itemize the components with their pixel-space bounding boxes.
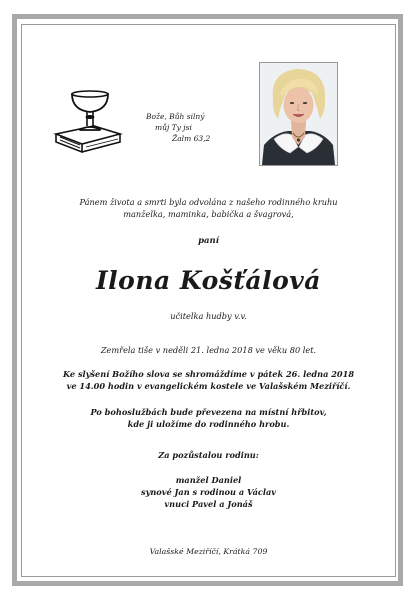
quote-reference: Žalm 63,2 <box>172 134 211 143</box>
mourner-item: vnuci Pavel a Jonáš <box>164 499 253 509</box>
psalm-quote <box>140 111 250 144</box>
funeral-details <box>40 368 377 392</box>
burial-line: kde ji uložíme do rodinného hrobu. <box>127 419 290 429</box>
burial-details <box>40 406 377 430</box>
mourner-item: manžel Daniel <box>175 475 242 485</box>
mourners-heading: Za pozůstalou rodinu: <box>158 450 259 460</box>
honorific: paní <box>198 236 219 246</box>
funeral-line: Ke slyšení Božího slova se shromáždíme v pátek 26. ledna 2018 <box>62 369 355 379</box>
intro-text <box>40 196 377 220</box>
quote-line: můj Ty jsi <box>155 123 192 132</box>
intro-line: Pánem života a smrti byla odvolána z našeho rodinného kruhu <box>79 197 338 207</box>
chalice-on-bible-icon <box>50 82 130 162</box>
family-address: Valašské Meziříčí, Krátká 709 <box>149 547 268 556</box>
occupation: učitelka hudby v.v. <box>170 311 247 321</box>
quote-line: Bože, Bůh silný <box>146 112 205 121</box>
mourner-item: synové Jan s rodinou a Václav <box>140 487 277 497</box>
funeral-line: ve 14.00 hodin v evangelickém kostele ve Valašském Meziříčí. <box>66 381 351 391</box>
portrait-photo <box>259 62 338 166</box>
burial-line: Po bohoslužbách bude převezena na místní hřbitov, <box>90 407 327 417</box>
intro-line: manželka, maminka, babička a švagrová, <box>123 209 294 219</box>
deceased-name: Ilona Košťálová <box>95 266 322 295</box>
mourners-list <box>40 474 377 510</box>
death-notice: Zemřela tiše v neděli 21. ledna 2018 ve věku 80 let. <box>100 345 317 355</box>
